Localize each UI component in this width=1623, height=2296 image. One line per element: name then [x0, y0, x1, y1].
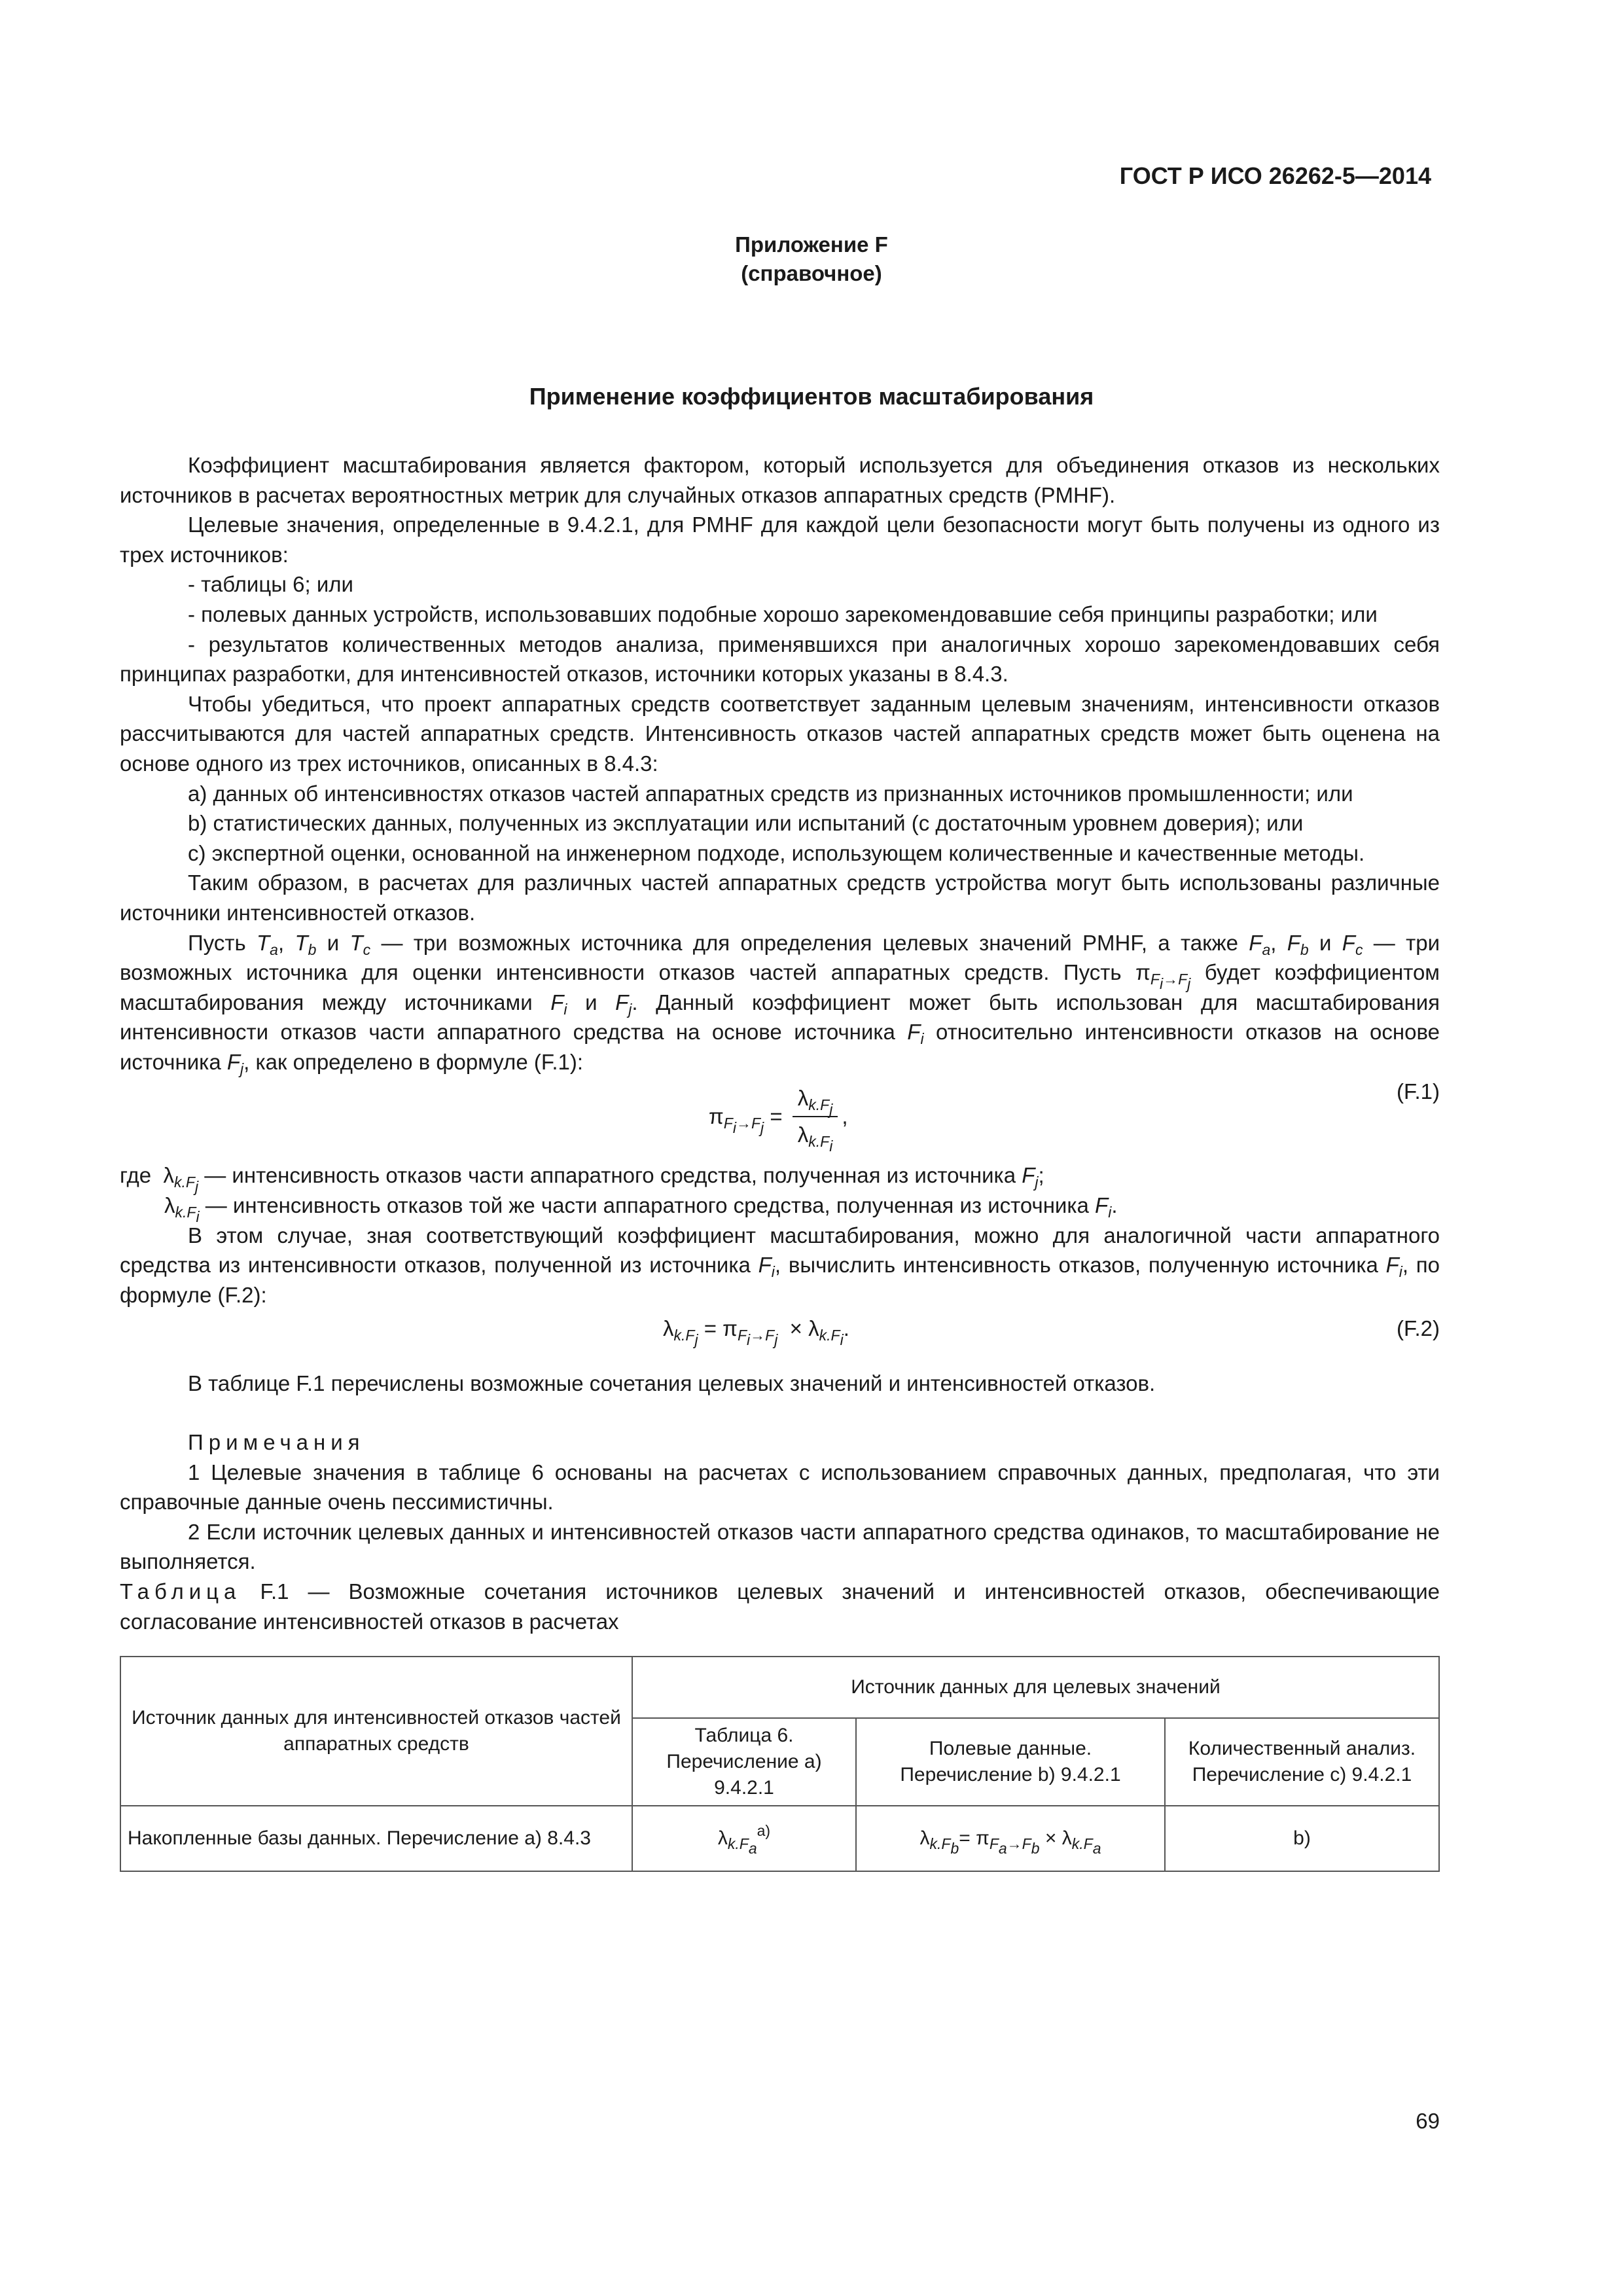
- formula-f1: [120, 1077, 1440, 1160]
- table-header-row-source: Источник данных для интенсивностей отказов частей аппаратных средств: [120, 1657, 632, 1806]
- paragraph: Таким образом, в расчетах для различных частей аппаратных средств устройства могут быть использованы различные источники интенсивностей отказов.: [120, 870, 1440, 925]
- combinations-table: [120, 1656, 1440, 1872]
- table-col-header: Полевые данные. Перечисление b) 9.4.2.1: [856, 1718, 1165, 1806]
- table-col-header: Количественный анализ. Перечисление c) 9.4.2.1: [1165, 1718, 1439, 1806]
- list-item: - полевых данных устройств, использовавших подобные хорошо зарекомендовавшие себя принципы разработки; или: [188, 601, 1378, 626]
- table-cell: $\lambda_{k.F_b}= \pi_{F_a\to F_b} \times \lambda_{k.F_a}$: [856, 1806, 1165, 1871]
- list-item: c) экспертной оценки, основанной на инженерном подходе, использующем количественные и качественные методы.: [188, 840, 1365, 865]
- table-caption: [120, 1577, 1440, 1636]
- paragraph: Коэффициент масштабирования является фактором, который используется для объединения отказов из нескольких источников в расчетах вероятностных метрик для случайных отказов аппаратных средств (PMHF).: [120, 453, 1440, 507]
- list-item: b) статистических данных, полученных из эксплуатации или испытаний (с достаточным уровнем доверия); или: [188, 811, 1304, 836]
- notes-heading: Примечания: [188, 1430, 365, 1455]
- section-title: Применение коэффициентов масштабирования: [529, 383, 1094, 410]
- table-header-group: Источник данных для целевых значений: [632, 1657, 1439, 1718]
- list-item: - таблицы 6; или: [188, 572, 353, 597]
- table-caption-label: Таблица: [120, 1579, 241, 1604]
- where-line: где $\lambda_{k.F_j}$ — интенсивность отказов части аппаратного средства, полученная из источника $F_j$;: [120, 1163, 1044, 1196]
- table-caption-text: F.1 — Возможные сочетания источников целевых значений и интенсивностей отказов, обеспечивающие согласование интенсивностей отказов в расчетах: [120, 1579, 1440, 1634]
- formula-label: (F.2): [1397, 1316, 1440, 1341]
- note-item: 2 Если источник целевых данных и интенсивностей отказов части аппаратного средства одинаков, то масштабирование не выполняется.: [120, 1519, 1440, 1574]
- formula-f2-expression: $\lambda_{k.F_j} = \pi_{F_i\to F_j} \times \lambda_{k.F_i}$.: [663, 1316, 849, 1349]
- paragraph-sources: Пусть $T_a$, $T_b$ и $T_c$ — три возможных источника для определения целевых значений PMHF, а также $F_a$, $F_b$ и $F_c$ — три возможных источника для оценки интенсивности отказов частей аппаратных средств. Пусть $\pi_{F_i\to F_j}$ будет коэффициентом масштабирования между источниками $F_i$ и $F_j$. Данный коэффициент может быть использован для масштабирования интенсивности отказов части аппаратного средства на основе источника $F_i$ относительно интенсивности отказов на основе источника $F_j$, как определено в формуле (F.1):: [120, 930, 1440, 1077]
- paragraph: В таблице F.1 перечислены возможные сочетания целевых значений и интенсивностей отказов.: [188, 1371, 1156, 1396]
- table-row: [120, 1806, 1439, 1871]
- list-item: a) данных об интенсивностях отказов частей аппаратных средств из признанных источников промышленности; или: [188, 781, 1353, 806]
- table-cell: $\lambda_{k.F_a}^{a)}$: [632, 1806, 856, 1871]
- formula-f2: [120, 1310, 1440, 1369]
- table-row-label: Накопленные базы данных. Перечисление a) 8.4.3: [120, 1806, 632, 1871]
- document-code: ГОСТ Р ИСО 26262-5—2014: [1119, 162, 1431, 189]
- page-number: 69: [1416, 2109, 1440, 2133]
- table-cell: b): [1165, 1806, 1439, 1871]
- paragraph: Чтобы убедиться, что проект аппаратных средств соответствует заданным целевым значениям, интенсивности отказов рассчитываются для частей аппаратных средств. Интенсивность отказов частей аппаратных средств может быть оценена на основе одного из трех источников, описанных в 8.4.3:: [120, 691, 1440, 776]
- formula-f1-expression: $\pi_{F_i\to F_j}$ = $\frac{\lambda_{k.F_j}}{\lambda_{k.F_i}}$ ,: [709, 1083, 848, 1149]
- where-line: $\lambda_{k.F_i}$ — интенсивность отказов той же части аппаратного средства, полученная из источника $F_i$.: [164, 1193, 1118, 1226]
- paragraph-case: В этом случае, зная соответствующий коэффициент масштабирования, можно для аналогичной части аппаратного средства из интенсивности отказов, полученной из источника $F_i$, вычислить интенсивность отказов, полученную источника $F_i$, по формуле (F.2):: [120, 1223, 1440, 1307]
- table-cell-footnote: a): [757, 1822, 771, 1840]
- body-text: [120, 450, 1440, 1872]
- list-item: - результатов количественных методов анализа, применявшихся при аналогичных хорошо зарекомендовавших себя принципах разработки, для интенсивностей отказов, источники которых указаны в 8.4.3.: [120, 632, 1440, 687]
- annex-status: (справочное): [741, 261, 882, 285]
- formula-label: (F.1): [1397, 1079, 1440, 1104]
- annex-heading: [0, 230, 1623, 288]
- note-item: 1 Целевые значения в таблице 6 основаны на расчетах с использованием справочных данных, предполагая, что эти справочные данные очень пессимистичны.: [120, 1460, 1440, 1515]
- annex-label: Приложение F: [735, 232, 888, 257]
- paragraph: Целевые значения, определенные в 9.4.2.1, для PMHF для каждой цели безопасности могут быть получены из одного из трех источников:: [120, 512, 1440, 567]
- table-col-header: Таблица 6. Перечисление a) 9.4.2.1: [632, 1718, 856, 1806]
